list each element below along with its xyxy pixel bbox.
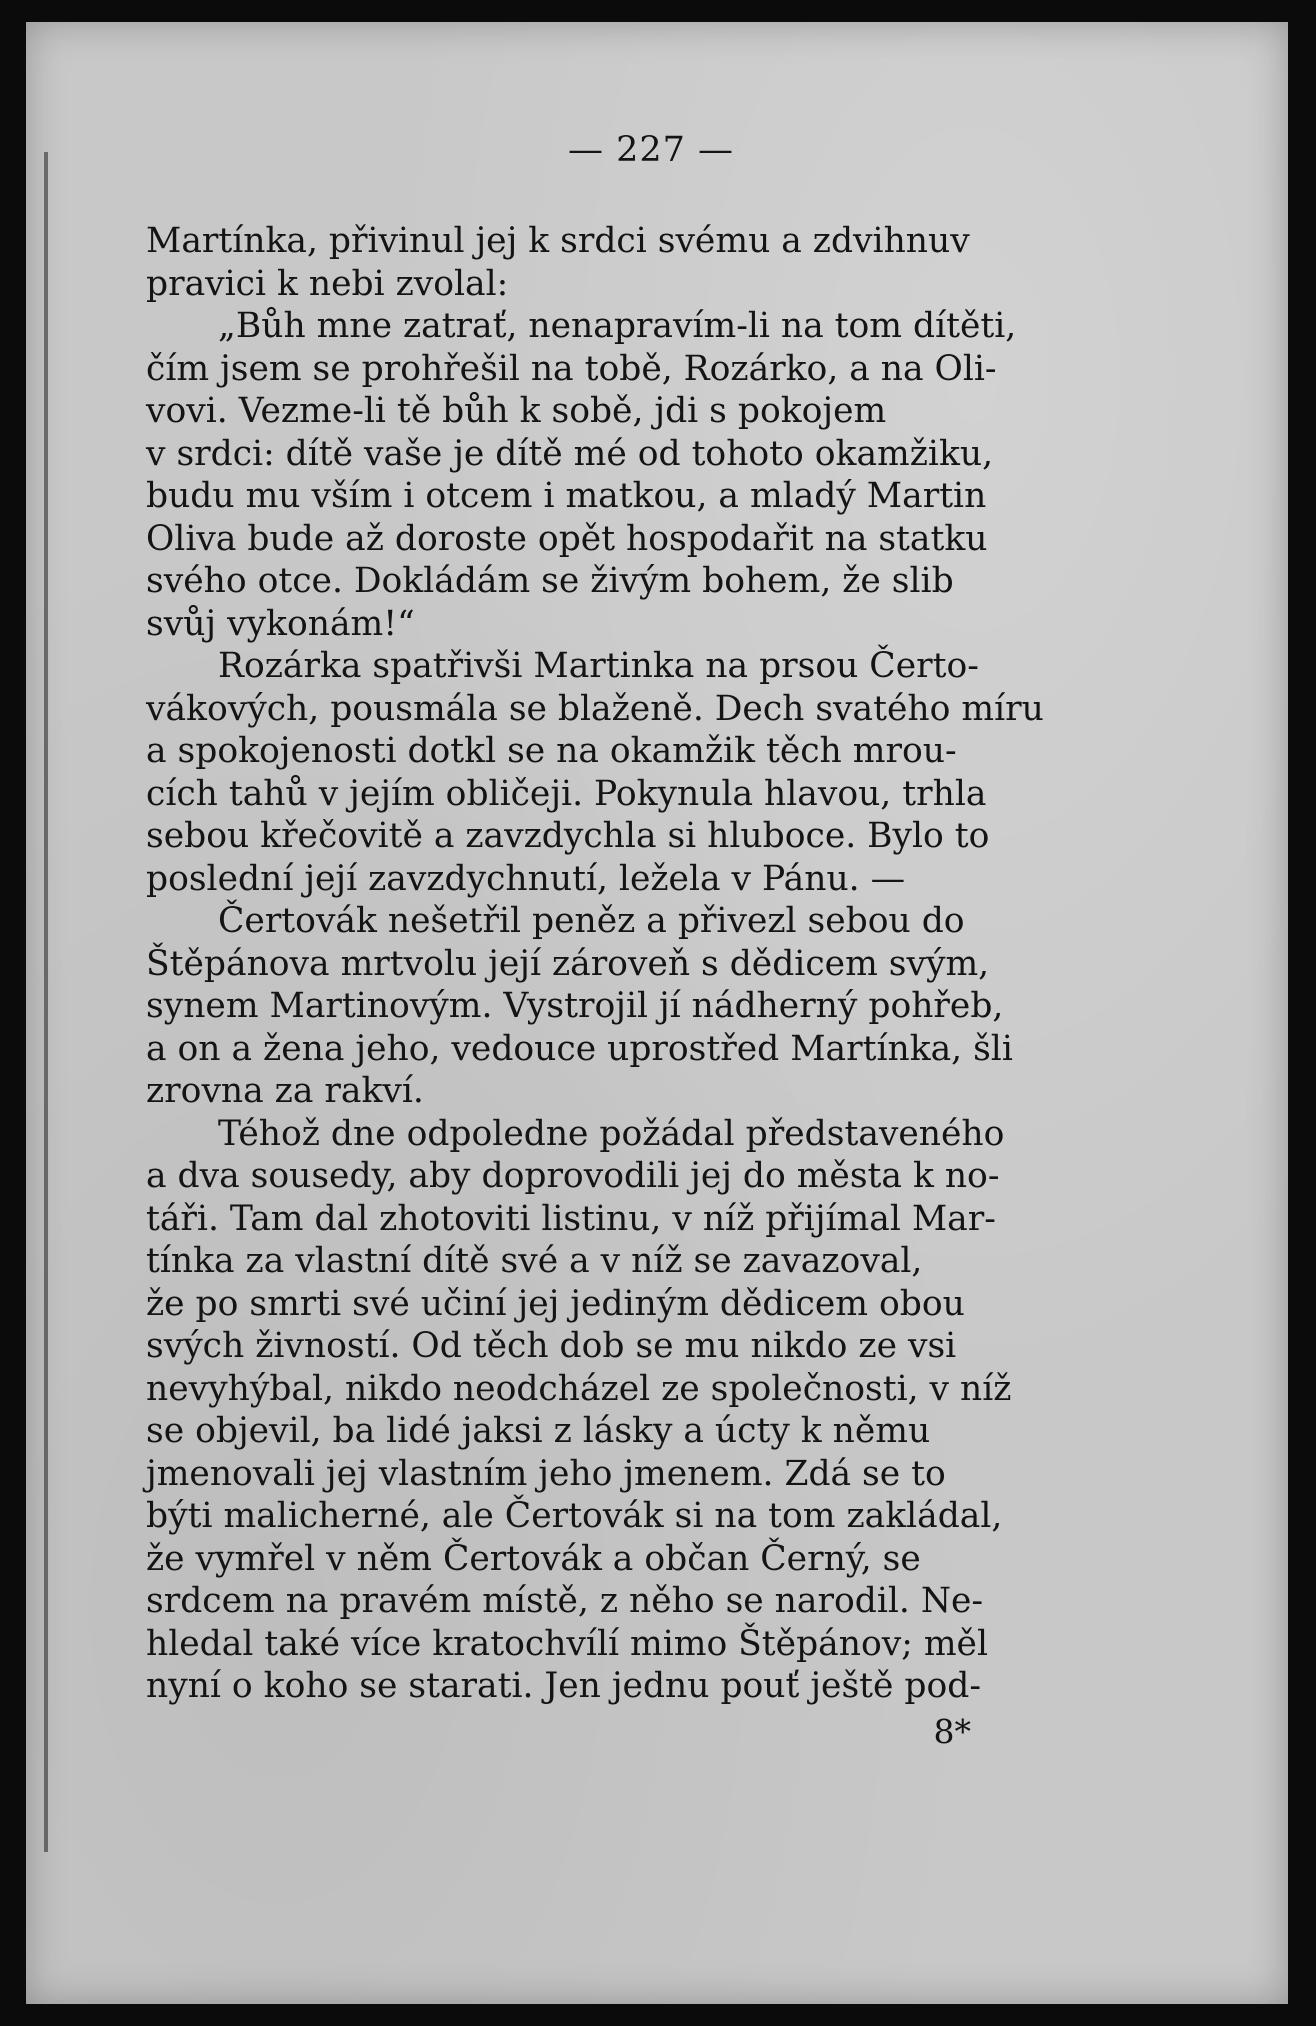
book-page — [26, 22, 1288, 2004]
paragraph-4: Čertovák nešetřil peněz a přivezl sebou do Štěpánova mrtvolu její zároveň s dědicem svým, synem Martinovým. Vystrojil jí nádherný pohřeb, a on a žena jeho, vedouce uprostřed Martínka, šli zrovna za rakví. — [146, 901, 1013, 1111]
text-block — [146, 130, 1126, 1752]
page-number: — 227 — — [567, 130, 735, 170]
paragraph-3: Rozárka spatřivši Martinka na prsou Čerto- vákových, pousmála se blaženě. Dech svatého míru a spokojenosti dotkl se na okamžik těch mrou- cích tahů v jejím obličeji. Pokynula hlavou, trhla sebou křečovitě a zavzdychla si hluboce. Bylo to poslední její zavzdychnutí, ležela v Pánu. — — [146, 646, 1044, 899]
printer-signature-mark: 8* — [933, 1711, 971, 1751]
page-edge-shadow — [44, 152, 48, 1852]
paragraph-1: Martínka, přivinul jej k srdci svému a zdvihnuv pravici k nebi zvolal: — [146, 221, 970, 304]
paragraph-5: Téhož dne odpoledne požádal představeného a dva sousedy, aby doprovodili jej do města k no- táři. Tam dal zhotoviti listinu, v níž přijímal Mar- tínka za vlastní dítě své a v níž se zavazoval, že po smrti své učiní jej jediným dědicem obou svých živností. Od těch dob se mu nikdo ze vsi nevyhýbal, nikdo neodcházel ze společnosti, v níž se objevil, ba lidé jaksi z lásky a úcty k němu jmenovali jej vlastním jeho jmenem. Zdá se to býti malicherné, ale Čertovák si na tom zakládal, že vymřel v něm Čertovák a občan Černý, se srdcem na pravém místě, z něho se narodil. Ne- hledal také více kratochvílí mimo Štěpánov; měl nyní o koho se starati. Jen jednu pouť ještě pod- — [146, 1113, 1012, 1706]
paragraph-2: „Bůh mne zatrať, nenapravím-li na tom dítěti, čím jsem se prohřešil na tobě, Rozárko, a na Oli- vovi. Vezme-li tě bůh k sobě, jdi s pokojem v srdci: dítě vaše je dítě mé od tohoto okamžiku, budu mu vším i otcem i matkou, a mladý Martin Oliva bude až doroste opět hospodařit na statku svého otce. Dokládám se živým bohem, že slib svůj vykonám!“ — [146, 306, 1017, 644]
